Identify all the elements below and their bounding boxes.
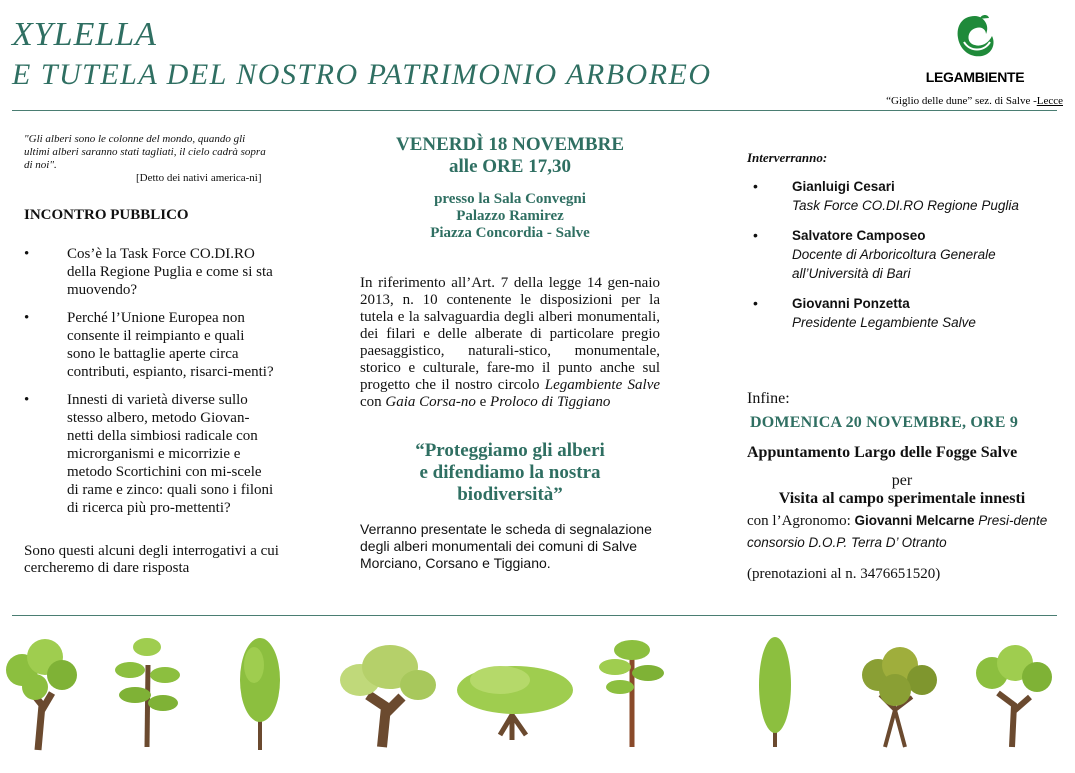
question-list (24, 245, 274, 527)
bottom-divider (12, 615, 1057, 616)
public-meeting-heading: INCONTRO PUBBLICO (24, 207, 189, 223)
para-org-1: Legambiente Salve (544, 377, 661, 393)
section-note (886, 95, 1063, 107)
speaker-role: Presidente Legambiente Salve (792, 315, 976, 330)
tree-icon (240, 638, 280, 750)
section-note-text: “Giglio delle dune” sez. di Salve - (886, 95, 1037, 107)
title-line-2: E TUTELA DEL NOSTRO PATRIMONIO ARBOREO (12, 58, 712, 91)
agronomist-text (747, 510, 1062, 554)
place-line-1: presso la Sala Convegni (434, 191, 586, 207)
speaker-item (747, 177, 1067, 215)
logo-text: LEGAMBIENTE (925, 69, 1025, 85)
quote-text: "Gli alberi sono le colonne del mondo, quando gli ultimi alberi saranno stati tagliati, il cielo cadrà sopra di noi". (24, 133, 266, 171)
tree-illustrations (0, 625, 1075, 773)
title-line-1: XYLELLA (12, 16, 157, 53)
legambiente-logo (915, 12, 1035, 85)
event-date (360, 134, 660, 178)
tree-icon (115, 638, 180, 747)
question-item: • Innesti di varietà diverse sullo stesso albero, metodo Giovan-netti della simbiosi radicale con microrganismi e micorrizie e metodo Scortichini con mi-scele di rame e zinco: quali sono i filoni di ricerca più pro-mettenti? (24, 391, 274, 517)
slogan-line-3: biodiversità” (457, 484, 563, 505)
meeting-point: Appuntamento Largo delle Fogge Salve (747, 444, 1018, 461)
tree-icon (599, 640, 664, 747)
visit-title: Visita al campo sperimentale innesti (778, 490, 1026, 507)
speaker-role: Task Force CO.DI.RO Regione Puglia (792, 198, 1019, 213)
closing-text: Sono questi alcuni degli interrogativi a cui cercheremo di dare risposta (24, 543, 279, 576)
place-line-2: Palazzo Ramirez (456, 208, 564, 224)
top-divider (12, 110, 1057, 111)
slogan-line-1: “Proteggiamo gli alberi (415, 440, 605, 461)
para-and: e (479, 394, 487, 410)
event-place (360, 191, 660, 242)
agronomist-name: Giovanni Melcarne (854, 513, 975, 528)
for-label: per (891, 472, 913, 489)
tree-icon (759, 637, 791, 747)
speaker-role: Docente di Arboricoltura Generale all’Università di Bari (792, 247, 996, 281)
tree-icon (976, 645, 1052, 747)
tree-icon (6, 639, 77, 750)
law-paragraph (360, 275, 660, 411)
para-text: In riferimento all’Art. 7 della legge 14 gen-naio 2013, n. 10 contenente le disposizioni per la tutela e la salvaguardia degli alberi monumentali, dei filari e delle alberate di particolare pregio paesaggistico, naturali-stico, monumentale, storico e culturale, fare-mo il punto anche sul progetto che il nostro circolo (360, 275, 660, 393)
speaker-name: • Giovanni Ponzetta (792, 296, 910, 311)
slogan (360, 440, 660, 506)
presented-text: Verranno presentate le scheda di segnalazione degli alberi monumentali dei comuni di Salve Morciano, Corsano e Tiggiano. (360, 521, 652, 571)
para-org-3: Proloco di Tiggiano (490, 394, 611, 410)
event-time: alle ORE 17,30 (449, 156, 571, 177)
speaker-name: • Gianluigi Cesari (792, 179, 895, 194)
speaker-name: • Salvatore Camposeo (792, 228, 926, 243)
agronomist-role: Presi-dente consorsio D.O.P. Terra D’ Otranto (747, 513, 1048, 550)
swan-logo-icon (952, 12, 998, 62)
finally-label: Infine: (747, 390, 790, 407)
speaker-item (747, 226, 1067, 283)
speakers-heading: Interverranno: (747, 150, 828, 165)
speaker-list (747, 177, 1067, 343)
tree-icon (340, 645, 436, 747)
para-org-2: Gaia Corsa-no (385, 394, 476, 410)
question-item: • Perché l’Unione Europea non consente il reimpianto e quali sono le battaglie aperte circa contributi, espianto, risarci-menti? (24, 309, 274, 381)
speaker-item (747, 294, 1067, 332)
question-item: • Cos’è la Task Force CO.DI.RO della Regione Puglia e come si sta muovendo? (24, 245, 274, 299)
tree-icon (457, 666, 573, 740)
section-note-city: Lecce (1036, 95, 1063, 107)
sunday-date: DOMENICA 20 NOVEMBRE, ORE 9 (750, 414, 1019, 431)
event-day: VENERDÌ 18 NOVEMBRE (395, 134, 625, 155)
para-with: con (360, 394, 382, 410)
place-line-3: Piazza Concordia - Salve (430, 225, 590, 241)
slogan-line-2: e difendiamo la nostra (419, 462, 601, 483)
quote-source: [Detto dei nativi america-ni] (136, 172, 262, 184)
booking-text: (prenotazioni al n. 3476651520) (747, 566, 941, 582)
tree-icon (862, 647, 937, 747)
agronomist-prefix: con l’Agronomo: (747, 513, 851, 529)
native-quote (24, 133, 269, 185)
